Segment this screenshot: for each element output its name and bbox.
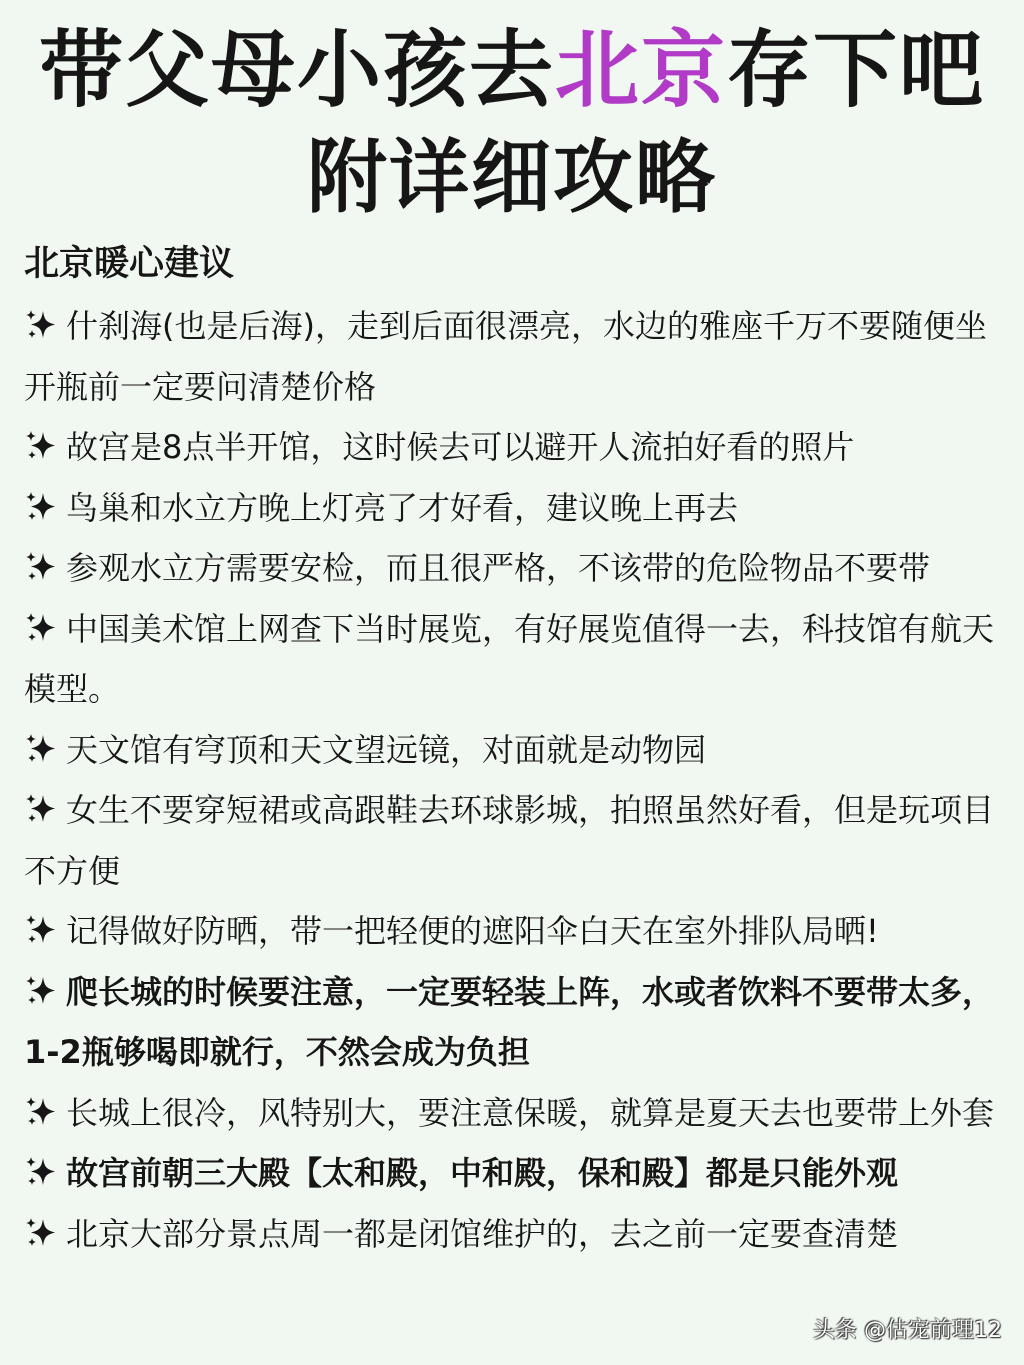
sparkles-icon — [24, 906, 58, 940]
title-part-1: 带父母小孩去 — [38, 21, 555, 119]
sparkles-icon — [24, 301, 58, 335]
tip-text: 爬长城的时候要注意，一定要轻装上阵，水或者饮料不要带太多，1-2瓶够喝即就行，不然会成为负担 — [24, 972, 995, 1071]
title-part-2: 存下吧 — [727, 21, 986, 119]
title-line-1 — [0, 22, 1024, 118]
tip-item — [24, 1143, 1014, 1204]
tip-item — [24, 599, 1014, 720]
tip-text: 长城上很冷，风特别大，要注意保暖，就算是夏天去也要带上外套 — [66, 1093, 995, 1132]
tip-text: 故宫是8点半开馆，这时候去可以避开人流拍好看的照片 — [66, 428, 855, 466]
tip-text: 北京大部分景点周一都是闭馆维护的，去之前一定要查清楚 — [66, 1214, 899, 1253]
sparkles-icon — [24, 1088, 58, 1122]
tip-item — [24, 962, 1014, 1083]
tip-item — [24, 901, 1014, 962]
tip-item — [24, 780, 1014, 901]
tip-text: 什刹海(也是后海)，走到后面很漂亮，水边的雅座千万不要随便坐开瓶前一定要问清楚价格 — [24, 307, 987, 406]
tip-text: 参观水立方需要安检，而且很严格，不该带的危险物品不要带 — [66, 549, 931, 587]
tip-text: 天文馆有穹顶和天文望远镜，对面就是动物园 — [66, 730, 707, 769]
sparkles-icon — [24, 1148, 58, 1182]
sparkles-icon — [24, 422, 58, 456]
tip-item — [24, 417, 1014, 478]
tip-text: 记得做好防晒，带一把轻便的遮阳伞白天在室外排队局晒! — [66, 912, 879, 950]
tip-item — [24, 296, 1014, 417]
tip-item — [24, 538, 1014, 599]
tip-text: 女生不要穿短裙或高跟鞋去环球影城，拍照虽然好看，但是玩项目不方便 — [24, 791, 995, 890]
sparkles-icon — [24, 1209, 58, 1243]
tips-list — [24, 296, 1014, 1264]
tip-item — [24, 478, 1014, 539]
tip-item — [24, 1083, 1014, 1144]
sparkles-icon — [24, 967, 58, 1001]
section-heading: 北京暖心建议 — [24, 244, 235, 284]
tip-text: 中国美术馆上网查下当时展览，有好展览值得一去，科技馆有航天模型。 — [24, 609, 995, 708]
sparkles-icon — [24, 725, 58, 759]
title-highlight: 北京 — [554, 21, 727, 119]
tip-text: 鸟巢和水立方晚上灯亮了才好看，建议晚上再去 — [66, 488, 739, 527]
tip-text: 故宫前朝三大殿【太和殿，中和殿，保和殿】都是只能外观 — [66, 1154, 899, 1192]
sparkles-icon — [24, 785, 58, 819]
sparkles-icon — [24, 483, 58, 517]
tip-item — [24, 720, 1014, 781]
title-line-2: 附详细攻略 — [307, 131, 717, 224]
watermark: 头条 @估宠前理12 — [813, 1318, 1002, 1343]
sparkles-icon — [24, 604, 58, 638]
tip-item — [24, 1204, 1014, 1265]
sparkles-icon — [24, 543, 58, 577]
